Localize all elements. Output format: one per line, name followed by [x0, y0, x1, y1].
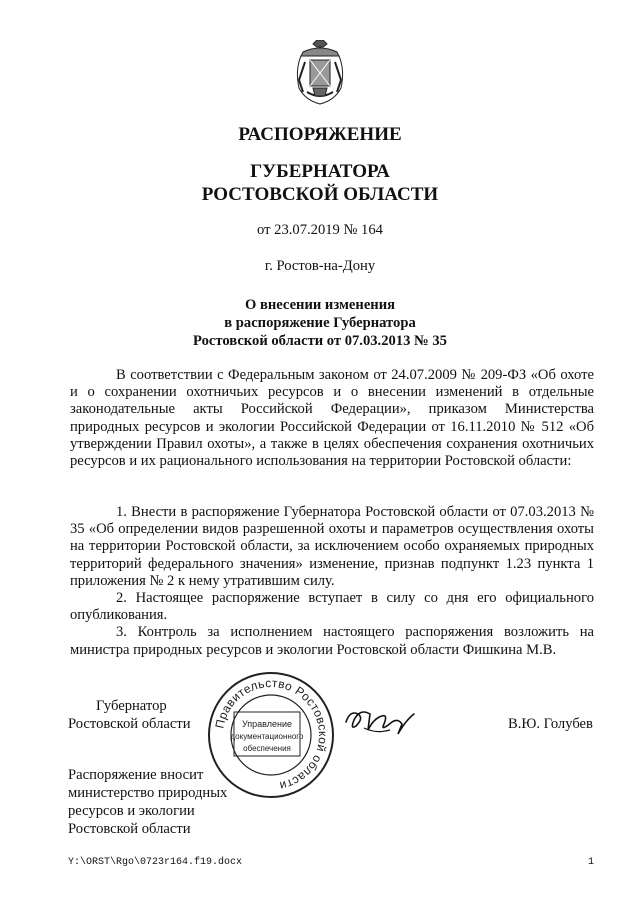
submitted-by-line-1: Распоряжение вносит [68, 767, 204, 783]
handwritten-signature [340, 700, 420, 740]
preamble-text: В соответствии с Федеральным законом от 24.07.2009 № 209-ФЗ «Об охоте и о сохранении охотничьих ресурсов и о внесении изменений в отдельные законодательные акты Российской Федерации», приказом Министерства природных ресурсов и экологии Российской Федерации от 16.11.2010 № 512 «Об утверждении Правил охоты», а также в целях обеспечения сохранения охотничьих ресурсов и их рационального использования на территории Ростовской области: [70, 367, 594, 470]
item-2: 2. Настоящее распоряжение вступает в силу со дня его официального опубликования. [70, 590, 594, 624]
city: г. Ростов-на-Дону [264, 258, 376, 274]
file-path: Y:\ORST\Rgo\0723r164.f19.docx [68, 857, 243, 868]
stamp-inner-line-1: Управление [241, 719, 293, 729]
document-title: РАСПОРЯЖЕНИЕ [238, 124, 402, 145]
official-stamp [206, 670, 336, 800]
subject-line-2: в распоряжение Губернатора [224, 315, 416, 331]
submitted-by-line-4: Ростовской области [68, 821, 191, 837]
coat-of-arms-emblem [293, 40, 347, 106]
signer-position-line-2: Ростовской области [68, 716, 191, 732]
issuer-line-1: ГУБЕРНАТОРА [250, 161, 390, 182]
item-3: 3. Контроль за исполнением настоящего распоряжения возложить на министра природных ресурсов и экологии Ростовской области Фишкина М.В. [70, 624, 594, 658]
page-number: 1 [588, 857, 595, 868]
signer-name: В.Ю. Голубев [508, 716, 593, 732]
stamp-ring-text: Правительство Ростовской области [212, 675, 331, 794]
submitted-by-line-2: министерство природных [68, 785, 228, 801]
items-block [70, 504, 594, 659]
stamp-inner-line-2: документационного [230, 732, 304, 741]
item-1: 1. Внести в распоряжение Губернатора Ростовской области от 07.03.2013 № 35 «Об определении видов разрешенной охоты и параметров осуществления охоты на территории Ростовской области, за исключением особо охраняемых природных территорий федерального значения» изменение, признав подпункт 1.23 пункта 1 приложения № 2 к нему утратившим силу. [70, 504, 594, 589]
stamp-inner-line-3: обеспечения [243, 744, 291, 753]
issuer-line-2: РОСТОВСКОЙ ОБЛАСТИ [201, 184, 439, 205]
preamble-paragraph [70, 367, 594, 470]
submitted-by-line-3: ресурсов и экологии [68, 803, 195, 819]
subject-line-1: О внесении изменения [244, 297, 396, 313]
subject-line-3: Ростовской области от 07.03.2013 № 35 [193, 333, 447, 349]
date-number: от 23.07.2019 № 164 [257, 222, 383, 238]
signer-position-line-1: Губернатор [96, 698, 167, 714]
